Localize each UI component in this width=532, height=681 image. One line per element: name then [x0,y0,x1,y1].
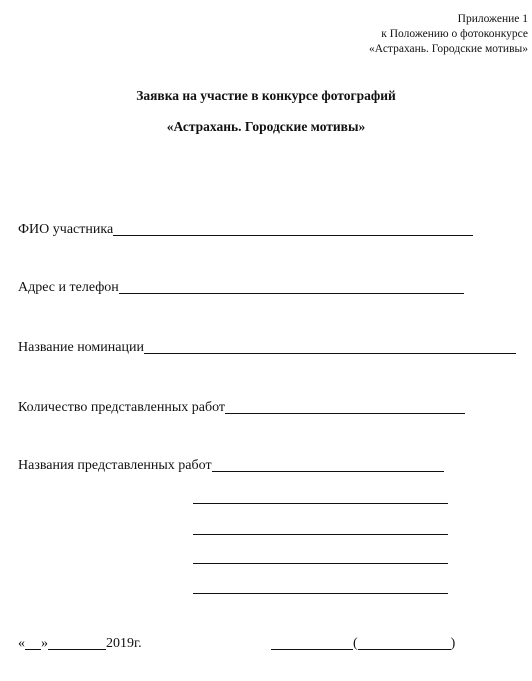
appendix-number: Приложение 1 [457,13,528,25]
address-blank[interactable] [119,293,464,294]
titles-blank-line-5[interactable] [193,593,448,594]
titles-blank-line-3[interactable] [193,534,448,535]
appendix-regulation: к Положению о фотоконкурсе [381,28,528,40]
appendix-note [369,12,528,57]
count-row [18,400,465,416]
signature-name-blank[interactable] [358,649,451,650]
form-title: Заявка на участие в конкурсе фотографий [136,88,396,103]
date-day-blank[interactable] [25,649,41,650]
form-subtitle: «Астрахань. Городские мотивы» [166,119,366,134]
titles-label: Названия представленных работ [18,458,212,473]
nomination-row [18,340,516,356]
date-open-quote: « [18,636,25,651]
date-month-blank[interactable] [48,649,106,650]
titles-blank-line-4[interactable] [193,563,448,564]
address-row [18,280,464,296]
signature-close-paren: ) [450,636,456,651]
count-label: Количество представленных работ [18,400,226,415]
signature-field [271,636,455,652]
appendix-contest-name: «Астрахань. Городские мотивы» [369,43,528,55]
nomination-label: Название номинации [18,340,144,355]
address-label: Адрес и телефон [18,280,119,295]
fio-blank[interactable] [113,235,473,236]
signature-blank[interactable] [271,649,353,650]
titles-blank-line-2[interactable] [193,503,448,504]
fio-row [18,222,473,238]
titles-blank[interactable] [212,471,444,472]
date-close-quote: » [41,636,48,651]
signature-open-paren: ( [353,636,358,651]
date-field [18,636,142,652]
nomination-blank[interactable] [144,353,516,354]
date-year: 2019г. [106,636,142,651]
count-blank[interactable] [225,413,465,414]
fio-label: ФИО участника [18,222,114,237]
titles-row [18,458,444,474]
